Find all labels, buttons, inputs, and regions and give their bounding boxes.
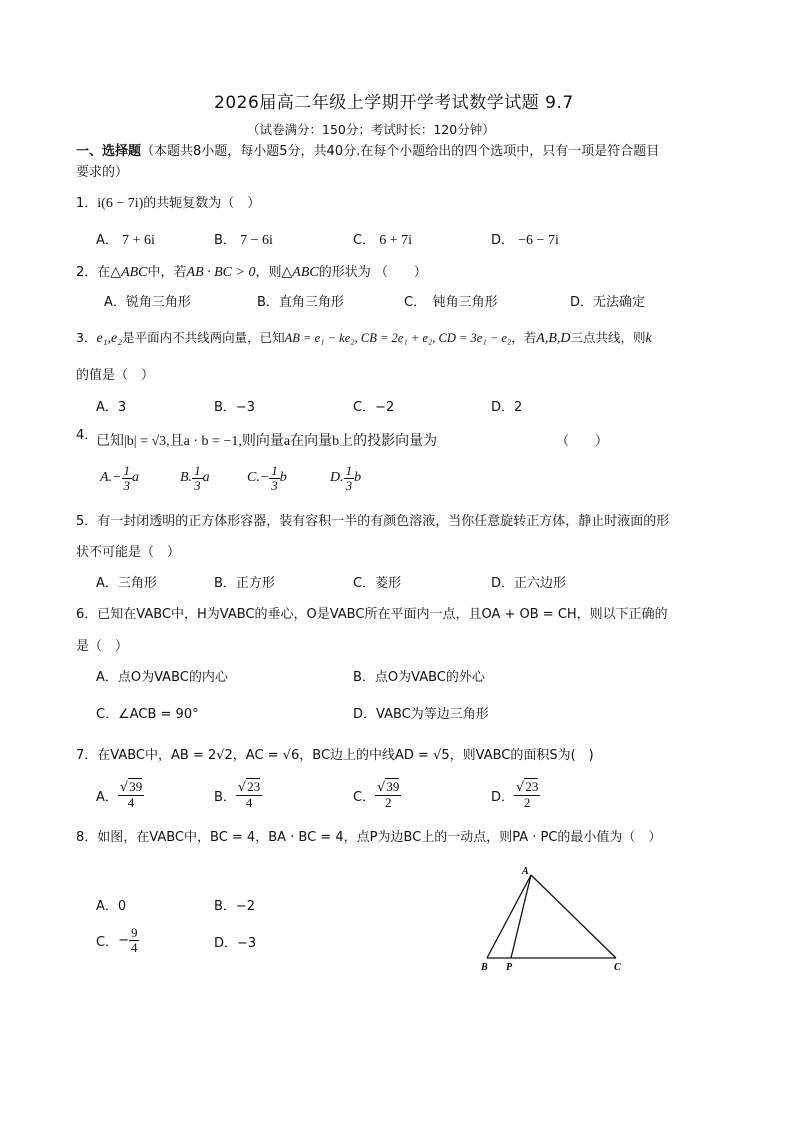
q8-option-c: C． − $\frac{9}{4}$ — [96, 924, 138, 955]
question-7: 7．在VABC中，AB = 2√2，AC = √6，BC边上的中线AD = √5，则VABC的面积S为( ) — [76, 748, 594, 763]
q7-option-a: A． $\frac{√39}{4}$ — [96, 779, 143, 810]
q6-option-d: D．VABC为等边三角形 — [353, 707, 489, 722]
q1-expression: i(6 − 7i) — [97, 196, 144, 211]
question-8: 8．如图，在VABC中，BC = 4，BA · BC = 4，点P为边BC上的一动点，则PA · PC的最小值为（ ） — [76, 830, 662, 845]
q2-option-b: B．直角三角形 — [257, 295, 344, 310]
q3-given-vectors: AB = e₁ − ke₂, CB = 2e₁ + e₂, CD = 3e₁ − e₂ — [284, 331, 512, 345]
question-4-number: 4． — [76, 428, 98, 443]
q7-option-c: C． $\frac{√39}{2}$ — [353, 779, 400, 810]
q5-option-c: C．菱形 — [353, 576, 402, 591]
q6-option-a: A．点O为VABC的内心 — [96, 670, 228, 685]
q8-option-d: D．−3 — [214, 936, 257, 951]
q2-option-d: D．无法确定 — [570, 295, 646, 310]
section-description — [76, 140, 659, 159]
question-4-text: 已知|b| = √3,且a · b = −1,则向量a在向量b上的投影向量为 — [96, 434, 438, 449]
q4-option-d: D. $\frac{1}{3}$ b — [330, 462, 362, 493]
question-1 — [76, 192, 260, 212]
triangle-figure — [470, 860, 640, 980]
q6-option-b: B．点O为VABC的外心 — [353, 670, 485, 685]
q3-line2: 的值是（ ） — [76, 368, 155, 383]
q2-vector-condition: AB · BC > 0 — [186, 265, 256, 280]
q3-option-c: C．−2 — [353, 400, 395, 415]
q8-option-a: A．0 — [96, 899, 127, 914]
q1-text: 的共轭复数为（ ） — [143, 196, 261, 211]
q3-option-a: A．3 — [96, 400, 127, 415]
q2-option-c: C． 钝角三角形 — [404, 295, 498, 310]
q8-option-b: B．−2 — [214, 899, 256, 914]
label-b: B — [481, 962, 488, 973]
q4-option-a: A.− $\frac{1}{3}$ a — [100, 462, 139, 493]
question-5: 5．有一封闭透明的正方体形容器，装有容积一半的有颜色溶液，当你任意旋转正方体，静止时液面的形 — [76, 514, 670, 529]
q6-option-c: C．∠ACB = 90° — [96, 707, 199, 722]
section-heading: 一、选择题 — [76, 144, 142, 159]
q1-option-c: C． 6 + 7i — [353, 233, 413, 248]
label-p: P — [506, 962, 513, 973]
side-ab — [487, 875, 531, 958]
q3-option-b: B．−3 — [214, 400, 256, 415]
page-title: 2026届高二年级上学期开学考试数学试题 9.7 — [214, 93, 574, 113]
side-ac — [531, 875, 616, 958]
q4-option-c: C.− $\frac{1}{3}$ b — [247, 462, 287, 493]
q5-option-b: B．正方形 — [214, 576, 275, 591]
q1-option-a: A． 7 + 6i — [96, 233, 155, 248]
question-number: 1． — [76, 196, 98, 211]
q2-option-a: A．锐角三角形 — [104, 295, 191, 310]
q3-option-d: D．2 — [491, 400, 523, 415]
section-desc-line2: 要求的） — [76, 165, 129, 180]
segment-ap — [511, 875, 531, 958]
question-2: 2．在△ABC中，若AB · BC > 0，则△ABC的形状为 （ ） — [76, 265, 427, 280]
q6-line2: 是（ ） — [76, 639, 129, 654]
q5-line2: 状不可能是（ ） — [76, 545, 181, 560]
q4-paren: （ ） — [556, 434, 609, 449]
q4-option-b: B. $\frac{1}{3}$ a — [180, 462, 210, 493]
q5-option-a: A．三角形 — [96, 576, 157, 591]
q1-option-b: B． 7 − 6i — [214, 233, 273, 248]
q7-option-b: B． $\frac{√23}{4}$ — [214, 779, 261, 810]
label-c: C — [614, 962, 621, 973]
q5-option-d: D．正六边形 — [491, 576, 567, 591]
exam-info: （试卷满分：150分；考试时长：120分钟） — [247, 122, 495, 137]
q7-option-d: D． $\frac{√23}{2}$ — [491, 779, 539, 810]
q1-option-d: D． −6 − 7i — [491, 233, 559, 248]
section-desc-line1: （本题共8小题，每小题5分，共40分.在每个小题给出的四个选项中，只有一项是符合题目 — [141, 144, 660, 159]
label-a: A — [522, 866, 529, 877]
question-3: 3．e₁,e₂是平面内不共线两向量，已知AB = e₁ − ke₂, CB = 2e₁ + e₂, CD = 3e₁ − e₂，若A,B,D三点共线，则k — [76, 330, 652, 346]
question-6: 6．已知在VABC中，H为VABC的垂心，O是VABC所在平面内一点，且OA + OB = CH，则以下正确的 — [76, 607, 668, 622]
